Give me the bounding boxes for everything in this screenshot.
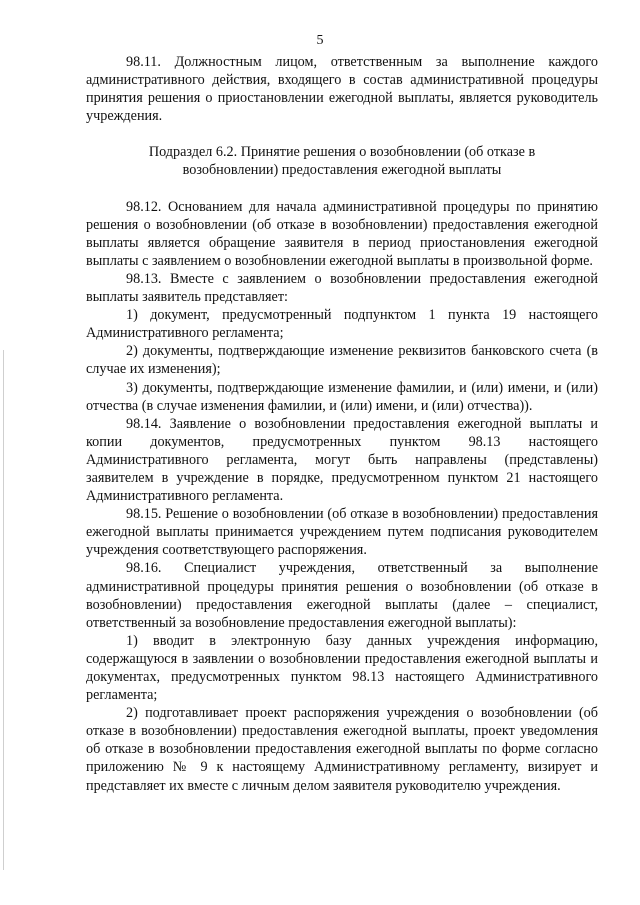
list-item-98-13-2: 2) документы, подтверждающие изменение реквизитов банковского счета (в случае их изменения); (86, 343, 598, 378)
scan-edge-line (3, 350, 4, 870)
subsection-heading-line-2: возобновлении) предоставления ежегодной выплаты (182, 162, 502, 179)
paragraph-98-15: 98.15. Решение о возобновлении (об отказе в возобновлении) предоставления ежегодной выплаты принимается учреждением путем подписания руководителем учреждения соответствующего распоряжения. (86, 506, 598, 559)
list-item-98-13-3: 3) документы, подтверждающие изменение фамилии, и (или) имени, и (или) отчества (в случае изменения фамилии, и (или) имени, и (или) отчества)). (86, 379, 598, 414)
list-item-98-13-1: 1) документ, предусмотренный подпунктом 1 пункта 19 настоящего Административного регламента; (86, 307, 598, 342)
document-body (86, 53, 598, 795)
paragraph-98-13: 98.13. Вместе с заявлением о возобновлении предоставления ежегодной выплаты заявитель представляет: (86, 270, 598, 306)
page-number: 5 (316, 33, 324, 48)
paragraph-98-12: 98.12. Основанием для начала административной процедуры по принятию решения о возобновлении (об отказе в возобновлении) предоставления ежегодной выплаты является обращение заявителя в период приостановления ежегодной выплаты с заявлением о возобновлении ежегодной выплаты в произвольной форме. (86, 198, 598, 269)
list-item-98-16-1: 1) вводит в электронную базу данных учреждения информацию, содержащуюся в заявлении о возобновлении предоставления ежегодной выплаты и документах, предусмотренных пунктом 98.13 настоящего Административного регламента; (86, 632, 598, 704)
paragraph-98-16: 98.16. Специалист учреждения, ответственный за выполнение административной процедуры принятия решения о возобновлении (об отказе в возобновлении) предоставления ежегодной выплаты (далее – специалист, ответственный за возобновление предоставления ежегодной выплаты): (86, 560, 598, 631)
list-item-98-16-2: 2) подготавливает проект распоряжения учреждения о возобновлении (об отказе в возобновлении) предоставления ежегодной выплаты, проект уведомления об отказе в возобновлении предоставления ежегодной выплаты по форме согласно приложению № 9 к настоящему Административному регламенту, визирует и представляет их вместе с личным делом заявителя руководителю учреждения. (86, 705, 598, 794)
paragraph-98-11: 98.11. Должностным лицом, ответственным за выполнение каждого административного действия, входящего в состав административной процедуры принятия решения о приостановлении ежегодной выплаты, является руководитель учреждения. (86, 54, 598, 125)
subsection-heading-line-1: Подраздел 6.2. Принятие решения о возобновлении (об отказе в (148, 144, 536, 161)
subsection-heading (86, 143, 598, 179)
paragraph-98-14: 98.14. Заявление о возобновлении предоставления ежегодной выплаты и копии документов, предусмотренных пунктом 98.13 настоящего Административного регламента, могут быть направлены (представлены) заявителем в учреждение в порядке, предусмотренном пунктом 21 настоящего Административного регламента. (86, 415, 598, 505)
